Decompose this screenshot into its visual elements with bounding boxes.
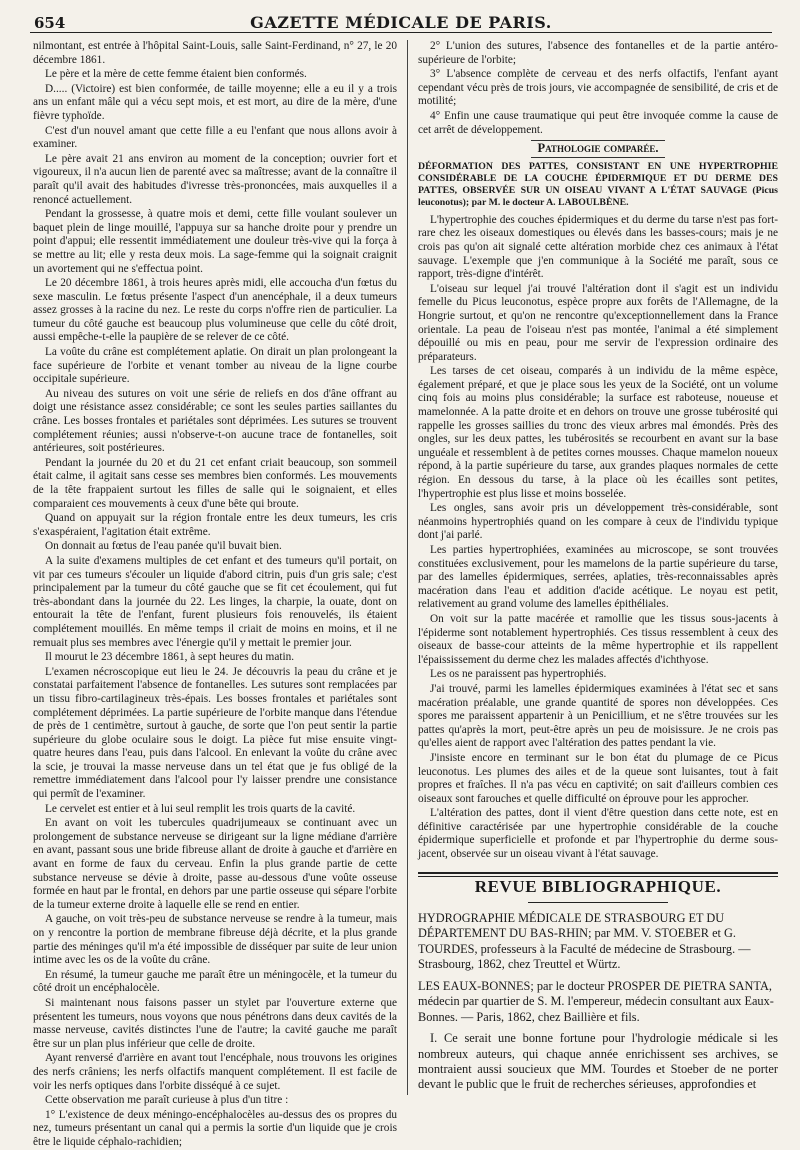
rule-thick (418, 872, 778, 874)
paragraph: 1° L'existence de deux méningo-encéphalocèles au-dessus des os propres du nez, tumeurs présentant un canal qui a permis la sortie d'un liquide que je crois être le liquide céphalo-rachidien; (33, 1108, 397, 1148)
paragraph: A gauche, on voit très-peu de substance nerveuse se rendre à la tumeur, mais on y rencontre la portion de membrane fibreuse déjà décrite, et la plus grande partie des méninges qu'il m'a été impossible de disséquer par suite de leur union intime avec les os de la voûte du crâne. (33, 913, 397, 967)
paragraph: Le cervelet est entier et à lui seul remplit les trois quarts de la cavité. (45, 802, 356, 815)
paragraph: D..... (Victoire) est bien conformée, de taille moyenne; elle a eu il y a trois ans un enfant mâle qui a vécu sept mois, et est mort, au dire de la mère, d'une fièvre typhoïde. (33, 82, 397, 122)
paragraph: Pendant la journée du 20 et du 21 cet enfant criait beaucoup, son sommeil était calme, il agitait sans cesse ses membres bien conformés. Les mouvements de la tête frappaient surtout les filles de salle qui le soignaient, et elles comparaient ces mouvements à ceux d'une bête qui broute. (33, 456, 397, 510)
paragraph: J'ai trouvé, parmi les lamelles épidermiques examinées à l'état sec et sans macération préalable, une grande quantité de spores non développées. Ces spores me paraissent appartenir à un Penicillium, et ne s'être trouvées sur les pattes qu'après la mort, peut-être après un peu de moisissure. Je ne crois pas qu'elles aient de rapport avec l'altération des pattes pendant la vie. (418, 682, 778, 750)
review-text: I. Ce serait une bonne fortune pour l'hydrologie médicale si les nombreux auteurs, qui chaque année enrichissent ses archives, se montraient aussi soucieux que MM. Tourdes et Stoeber de ne porter devant le public que le fruit de recherches sérieuses, approfondies et (418, 1031, 778, 1092)
paragraph: En résumé, la tumeur gauche me paraît être un méningocèle, et la tumeur du côté droit un encéphalocèle. (33, 968, 397, 995)
paragraph: C'est d'un nouvel amant que cette fille a eu l'enfant que nous allons avoir à examiner. (33, 124, 397, 151)
paragraph: Le père et la mère de cette femme étaient bien conformés. (45, 68, 307, 81)
paragraph: L'oiseau sur lequel j'ai trouvé l'altération dont il s'agit est un individu femelle du Picus leuconotus, espèce propre aux forêts de l'Allemagne, de la Hongrie surtout, et qu'on ne rencontre qu'exceptionnellement dans la France orientale. La peau de l'oiseau n'est pas montée, l'animal a été simplement dépouillé ou mis en peau, pour me servir de l'expression ordinaire des préparateurs. (418, 282, 778, 363)
paragraph: La voûte du crâne est complétement aplatie. On dirait un plan prolongeant la face supérieure de l'orbite et venant tomber au niveau de la ligne courbe occipitale supérieure. (33, 346, 397, 386)
review-banner (418, 868, 778, 906)
right-column (418, 40, 778, 1100)
left-column (33, 40, 397, 1148)
paragraph: A la suite d'examens multiples de cet enfant et des tumeurs qu'il portait, on vit par ces tumeurs s'écouler un liquide d'abord citrin, puis d'un gris sale; c'est principalement par la tumeur du côté gauche que se fit cet écoulement, qui fut très-abondant dans la journée du 22. Les linges, la charpie, la ouate, dont on entourait la tête de l'enfant, furent plusieurs fois renouvelés, ils étaient complétement mouillés. En même temps il criait de moins en moins, et il ne remuait plus ses membres avec l'énergie qu'il y mettait le premier jour. (33, 554, 397, 649)
journal-title: GAZETTE MÉDICALE DE PARIS. (250, 13, 552, 32)
page-header (30, 10, 772, 33)
article-heading: DÉFORMATION DES PATTES, CONSISTANT EN UNE HYPERTROPHIE CONSIDÉRABLE DE LA COUCHE ÉPIDERMIQUE ET DU DERME DES PATTES, OBSERVÉE SUR UN OISEAU VIVANT A L'ÉTAT SAUVAGE (Picus leuconotus); par M. le docteur A. LABOULBÈNE. (418, 160, 778, 208)
paragraph: On voit sur la patte macérée et ramollie que les tissus sous-jacents à l'épiderme sont notablement hypertrophiés. Ces tissus ressemblent à ceux des oiseaux de basse-cour atteints de la même hypertrophie et ils rappellent l'épaississement du derme chez les malades affectés d'ichthyose. (418, 612, 778, 666)
paragraph: Les parties hypertrophiées, examinées au microscope, se sont trouvées constituées exclusivement, pour les mamelons de la partie supérieure du tarse, par des lamelles épidermiques, serrées, aplaties, très-reconnaissables après macération dans l'eau et addition d'acide acétique. Le noyau est petit, relativement au grand volume des lamelles épithéliales. (418, 544, 778, 611)
list-item: 4° Enfin une cause traumatique qui peut être invoquée comme la cause de cet arrêt de développement. (418, 109, 778, 136)
section-heading (418, 140, 778, 158)
paragraph: Quand on appuyait sur la région frontale entre les deux tumeurs, les cris s'exaspéraient, l'agitation était extrême. (33, 512, 397, 538)
paragraph: L'examen nécroscopique eut lieu le 24. Je découvris la peau du crâne et je constatai parfaitement l'absence de fontanelles. Les sutures sont remplacées par un tissu fibro-cartilagineux très-épais. Les bosses frontales et pariétales sont complétement déprimées. La partie supérieure de l'orbite manque dans l'étendue de près de 1 centimètre, surtout à gauche, de sorte que l'on peut sentir la partie supérieure du globe oculaire sous le doigt. La pièce fut mise ensuite vingt-quatre heures dans l'eau, puis dans l'alcool. En enlevant la voûte du crâne avec la scie, je trouvai la masse nerveuse dans un tel état que je fus obligé de la remettre immédiatement dans l'alcool pour l'y laisser prendre une consistance qui permît de l'examiner. (33, 665, 397, 801)
paragraph: On donnait au fœtus de l'eau panée qu'il buvait bien. (45, 540, 282, 553)
rule-short (528, 902, 668, 903)
list-item: 2° L'union des sutures, l'absence des fontanelles et de la partie antéro-supérieure de l'orbite; (418, 40, 778, 66)
paragraph: Les tarses de cet oiseau, comparés à un individu de la même espèce, également préparé, et que je place sous les yeux de la Société, ont un volume cinq fois au moins plus considérable; la surface est raboteuse, noueuse et mamelonnée. A la patte droite et en dehors on trouve une grosse tubérosité qui rappelle les grosses saillies du tronc des vieux arbres mal émondés. Près des ongles, sur les deux pattes, les tubérosités se recourbent en avant sur la base unguéale et ressemblent à de petites cornes mousses. Chaque mamelon noueux répond, à la partie supérieure du tarse, aux grandes plaques normales de cette région. En dessous du tarse, à la place où les écailles sont petites, l'hypertrophie est plus lisse et moins bosselée. (418, 365, 778, 500)
paragraph: Le 20 décembre 1861, à trois heures après midi, elle accoucha d'un fœtus du sexe masculin. Le fœtus présente l'aspect d'un anencéphale, il a deux tumeurs assez grosses à la racine du nez. Le reste du corps n'offre rien de particulier. La tumeur du côté gauche est beaucoup plus volumineuse que celle du côté droit, aussi empêche-t-elle la paupière de se relever de ce côté. (33, 277, 397, 344)
paragraph: Ayant renversé d'arrière en avant tout l'encéphale, nous trouvons les origines des nerfs crâniens; les nerfs olfactifs manquent complétement. Il est facile de voir les nerfs optiques dans l'orbite disséqué à ce sujet. (33, 1052, 397, 1092)
paragraph: Les os ne paraissent pas hypertrophiés. (430, 668, 607, 681)
review-title: REVUE BIBLIOGRAPHIQUE. (474, 876, 722, 896)
paragraph: L'altération des pattes, dont il vient d'être question dans cette note, est en définitive caractérisée par une hypertrophie considérable de la couche épidermique superficielle et profonde et par l'hypertrophie du derme sous-jacent, observée sur un oiseau vivant à l'état sauvage. (418, 807, 778, 861)
paragraph: Les ongles, sans avoir pris un développement très-considérable, sont néanmoins hypertrophiés quand on les compare à ceux de l'individu typique dont j'ai parlé. (418, 502, 778, 542)
paragraph: En avant on voit les tubercules quadrijumeaux se continuant avec un prolongement de substance nerveuse se dirigeant sur la ligne médiane d'arrière en avant, passant sous une bride fibreuse allant de droite à gauche et d'arrière en avant en forme de faux du cerveau. Enfin la plus grande partie de cette substance nerveuse se dévie à droite, passe au-dessous d'une voûte osseuse formée en haut par le frontal, en dehors par une partie osseuse qui sépare l'orbite de la tumeur externe droite à laquelle elle se rend en entier. (33, 817, 397, 911)
paragraph: Si maintenant nous faisons passer un stylet par l'ouverture externe que présentent les tumeurs, nous voyons que nous pénétrons dans deux cavités de la masse nerveuse, cavités distinctes l'une de l'autre; la cavité gauche me paraît être sur un plan plus inférieur que celle de droite. (33, 996, 397, 1050)
list-item: 3° L'absence complète de cerveau et des nerfs olfactifs, l'enfant ayant cependant vécu près de trois jours, vie accompagnée de sensibilité, de cris et de motilité; (418, 68, 778, 108)
bibliography-entry: HYDROGRAPHIE MÉDICALE DE STRASBOURG ET DU DÉPARTEMENT DU BAS-RHIN; par MM. V. STOEBER et G. TOURDES, professeurs à la Faculté de médecine de Strasbourg. — Strasbourg, 1862, chez Treuttel et Würtz. (418, 910, 751, 972)
paragraph: Cette observation me paraît curieuse à plus d'un titre : (45, 1094, 289, 1107)
column-divider (407, 40, 408, 1095)
paragraph: L'hypertrophie des couches épidermiques et du derme du tarse n'est pas fort-rare chez les oiseaux domestiques ou élevés dans les basses-cours; mais je ne crois pas qu'on ait signalé cette altération morbide chez ces animaux à l'état sauvage. L'exemple que j'en communique à la Société me paraît, sous ce rapport, très-digne d'intérêt. (418, 213, 778, 281)
paragraph: Le père avait 21 ans environ au moment de la conception; ouvrier fort et vigoureux, il n'a aucun lien de parenté avec sa maîtresse; avant de la connaître il paraît qu'il avait des habitudes d'ivresse très-prononcées, mais auxquelles il a renoncé actuellement. (33, 152, 397, 206)
bibliography-entry: LES EAUX-BONNES; par le docteur PROSPER DE PIETRA SANTA, médecin par quartier de S. M. l'empereur, médecin consultant aux Eaux-Bonnes. — Paris, 1862, chez Baillière et fils. (418, 978, 774, 1024)
paragraph: nilmontant, est entrée à l'hôpital Saint-Louis, salle Saint-Ferdinand, n° 27, le 20 décembre 1861. (33, 40, 397, 66)
paragraph: Au niveau des sutures on voit une série de reliefs en dos d'âne offrant au doigt une résistance assez considérable; ce sont les seules parties saillantes du crâne. Les bosses frontales et pariétales sont déprimées. Les sutures se trouvent complétement réunies; aussi n'observe-t-on aucune trace de fontanelles, soit antérieures, soit postérieures. (33, 387, 397, 455)
section-title: Pathologie comparée. (531, 140, 664, 158)
page-number: 654 (34, 14, 66, 32)
paragraph: Pendant la grossesse, à quatre mois et demi, cette fille voulant soulever un baquet plein de linge mouillé, l'appuya sur sa hanche droite pour y prendre un point d'appui; elle ressentit immédiatement une douleur très-vive qui la força à se mettre au lit; elle y resta deux mois. La sage-femme qui la soignait craignit un avortement qui ne s'effectua point. (33, 208, 397, 275)
paragraph: Il mourut le 23 décembre 1861, à sept heures du matin. (45, 651, 295, 664)
paragraph: J'insiste encore en terminant sur le bon état du plumage de ce Picus leuconotus. Les plumes des ailes et de la queue sont luisantes, tout à fait propres et fraîches. Il n'a pas vécu en captivité; on sait d'ailleurs combien ces oiseaux sont farouches et quelle difficulté on éprouve pour les approcher. (418, 751, 778, 805)
